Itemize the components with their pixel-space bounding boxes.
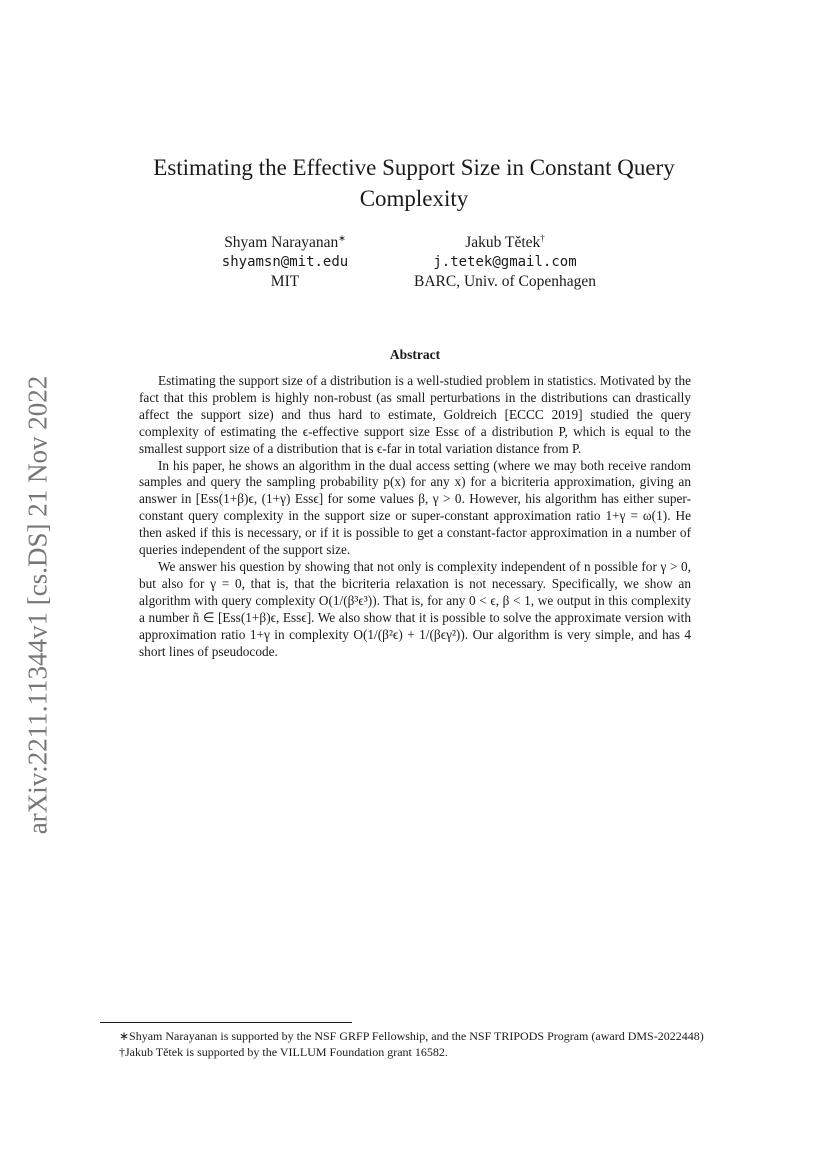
author-affiliation: BARC, Univ. of Copenhagen: [414, 273, 596, 290]
author-name: Jakub Tětek†: [465, 232, 545, 251]
arxiv-sidebar: [18, 360, 58, 850]
abstract-paragraph: Estimating the support size of a distribution is a well-studied problem in statistics. Motivated by the fact that this problem is highly non-robust (as small perturbations in the distributions can drastically affect the support size) and thus hard to estimate, Goldreich [ECCC 2019] studied the query complexity of estimating the ϵ-effective support size Essϵ of a distribution P, which is equal to the smallest support size of a distribution that is ϵ-far in total variation distance from P.: [139, 373, 691, 456]
arxiv-identifier: arXiv:2211.11344v1 [cs.DS] 21 Nov 2022: [22, 375, 53, 835]
author-email: shyamsn@mit.edu: [221, 253, 349, 270]
abstract-paragraph: In his paper, he shows an algorithm in the dual access setting (where we may both receive random samples and query the sampling probability p(x) for any x) for a bicriteria approximation, giving an answer in [Ess(1+β)ϵ, (1+γ) Essϵ] for some values β, γ > 0. However, his algorithm has either super-constant query complexity in the support size or super-constant approximation ratio 1+γ = ω(1). He then asked if this is necessary, or if it is possible to get a constant-factor approximation in a number of queries independent of the support size.: [139, 457, 691, 558]
abstract-body: [139, 373, 691, 660]
author-block: [200, 233, 370, 292]
author-name: Shyam Narayanan∗: [224, 232, 346, 251]
footnote: †Jakub Tětek is supported by the VILLUM Foundation grant 16582.: [119, 1045, 448, 1059]
author-block: [380, 233, 630, 292]
author-email: j.tetek@gmail.com: [433, 253, 577, 270]
abstract-heading: Abstract: [389, 347, 441, 362]
footnote-divider: [100, 1022, 352, 1023]
paper-title: Estimating the Effective Support Size in Constant Query Complexity: [153, 155, 675, 211]
abstract-paragraph: We answer his question by showing that not only is complexity independent of n possible for γ > 0, but also for γ = 0, that is, that the bicriteria relaxation is not necessary. Specifically, we show an algorithm with query complexity O(1/(β³ϵ³)). That is, for any 0 < ϵ, β < 1, we output in this complexity a number ñ ∈ [Ess(1+β)ϵ, Essϵ]. We also show that it is possible to solve the approximate version with approximation ratio 1+γ in complexity O(1/(β²ϵ) + 1/(βϵγ²)). Our algorithm is very simple, and has 4 short lines of pseudocode.: [139, 558, 691, 659]
footnote: ∗Shyam Narayanan is supported by the NSF GRFP Fellowship, and the NSF TRIPODS Program (award DMS-2022448): [119, 1029, 704, 1043]
footnotes: [100, 1028, 728, 1060]
author-affiliation: MIT: [270, 273, 300, 290]
